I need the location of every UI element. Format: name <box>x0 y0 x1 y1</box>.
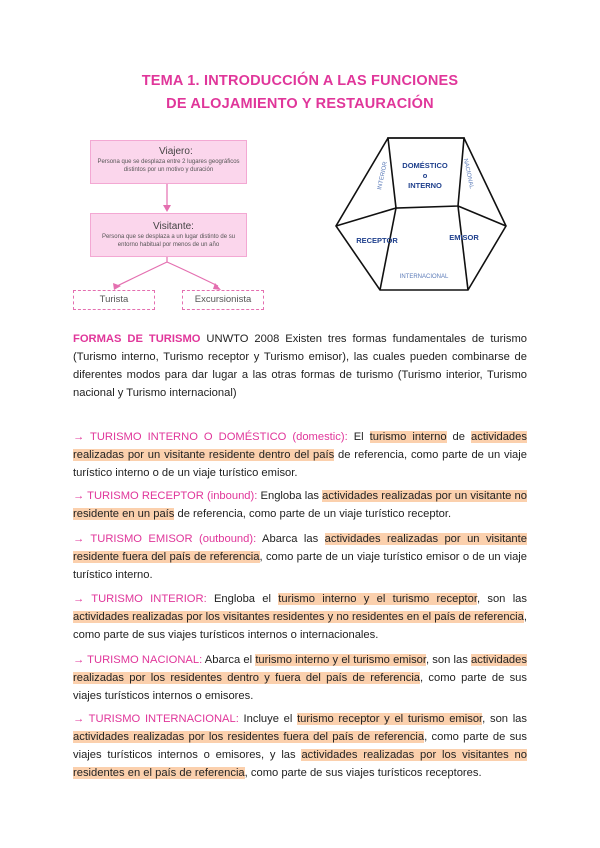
text: Engloba las <box>257 490 323 502</box>
highlight: actividades realizadas por los visitantes no residentes en el país de referencia <box>73 749 527 779</box>
internacional-label: INTERNACIONAL <box>399 274 449 280</box>
text: Engloba el <box>206 593 279 605</box>
highlight: actividades realizadas por un visitante no residente en un país <box>73 490 527 520</box>
highlight: actividades realizadas por un visitante residente dentro del país <box>73 431 527 461</box>
definition-turismo-nacional <box>73 651 527 705</box>
definition-turismo-interno <box>73 428 527 482</box>
text: Incluye el <box>238 713 298 725</box>
text: , son las <box>482 713 528 725</box>
highlight: turismo interno <box>369 431 447 443</box>
visitante-title: Visitante: <box>153 221 194 232</box>
domestico-label: DOMÉSTICO <box>402 161 448 170</box>
viajero-description: Persona que se desplaza entre 2 lugares geográficos distintos por un motivo y duración <box>97 159 240 173</box>
text: de referencia, como parte de un viaje turístico receptor. <box>174 508 452 520</box>
intro-paragraph <box>73 330 527 402</box>
label-turismo-internacional: → TURISMO INTERNACIONAL: <box>73 713 239 725</box>
label-turismo-interno: → TURISMO INTERNO O DOMÉSTICO (domestic): <box>73 431 348 443</box>
page-title-line-2: DE ALOJAMIENTO Y RESTAURACIÓN <box>166 96 434 112</box>
text: de referencia, como parte de un viaje turístico interno o de un viaje turístico emisor. <box>73 449 527 479</box>
highlight: turismo interno y el turismo receptor <box>278 593 477 605</box>
tourism-forms-diagram <box>330 128 530 303</box>
text: de <box>446 431 471 443</box>
text: , como parte de sus viajes turísticos receptores. <box>244 767 482 779</box>
highlight: actividades realizadas por los visitantes residentes y no residentes en el país de referencia <box>73 611 524 623</box>
label-turismo-receptor: → TURISMO RECEPTOR (inbound): <box>73 490 258 502</box>
text: , como parte de sus viajes turísticos internos o emisores. <box>73 672 527 702</box>
highlight: actividades realizadas por los residentes dentro y fuera del país de referencia <box>73 654 527 684</box>
visitante-box <box>90 213 247 257</box>
text: Abarca el <box>202 654 256 666</box>
highlight: actividades realizadas por un visitante residente fuera del país de referencia <box>73 533 527 563</box>
definition-turismo-internacional <box>73 710 527 782</box>
excursionista-box: Excursionista <box>182 290 264 310</box>
viajero-box <box>90 140 247 184</box>
label-turismo-emisor: → TURISMO EMISOR (outbound): <box>73 533 257 545</box>
turista-box: Turista <box>73 290 155 310</box>
text: , son las <box>476 593 527 605</box>
definition-turismo-receptor <box>73 487 527 523</box>
visitante-description: Persona que se desplaza a un lugar distinto de su entorno habitual por menos de un año <box>101 234 236 248</box>
intro-text: UNWTO 2008 Existen tres formas fundamentales de turismo (Turismo interno, Turismo receptor y Turismo emisor), las cuales pueden combinarse de diferentes modos para dar lugar a las otras formas de turismo (Turismo interior, Turismo nacional y Turismo internacional) <box>73 333 527 399</box>
text: , como parte de un viaje turístico emisor o de un viaje turístico interno. <box>73 551 527 581</box>
highlight: turismo receptor y el turismo emisor <box>297 713 483 725</box>
text: , como parte de sus viajes turísticos internos o emisores, y las <box>73 731 527 761</box>
interno-label: INTERNO <box>408 181 442 190</box>
emisor-label: EMISOR <box>449 233 479 242</box>
highlight: turismo interno y el turismo emisor <box>255 654 427 666</box>
definition-turismo-interior <box>73 590 527 644</box>
text: , como parte de sus viajes turísticos internos o internacionales. <box>73 611 527 641</box>
nacional-label: NACIONAL <box>461 158 475 190</box>
page-title-line-1: TEMA 1. INTRODUCCIÓN A LAS FUNCIONES <box>141 73 459 89</box>
viajero-title: Viajero: <box>159 146 193 157</box>
text: Abarca las <box>256 533 325 545</box>
highlight: actividades realizadas por los residentes fuera del país de referencia <box>73 731 425 743</box>
label-turismo-interior: → TURISMO INTERIOR: <box>73 593 207 605</box>
text: El <box>347 431 370 443</box>
label-turismo-nacional: → TURISMO NACIONAL: <box>73 654 203 666</box>
definition-turismo-emisor <box>73 530 527 584</box>
interior-label: INTERIOR <box>377 161 389 191</box>
text: , son las <box>426 654 471 666</box>
o-label: o <box>422 171 428 180</box>
receptor-label: RECEPTOR <box>356 236 398 245</box>
intro-heading: FORMAS DE TURISMO <box>73 333 201 345</box>
